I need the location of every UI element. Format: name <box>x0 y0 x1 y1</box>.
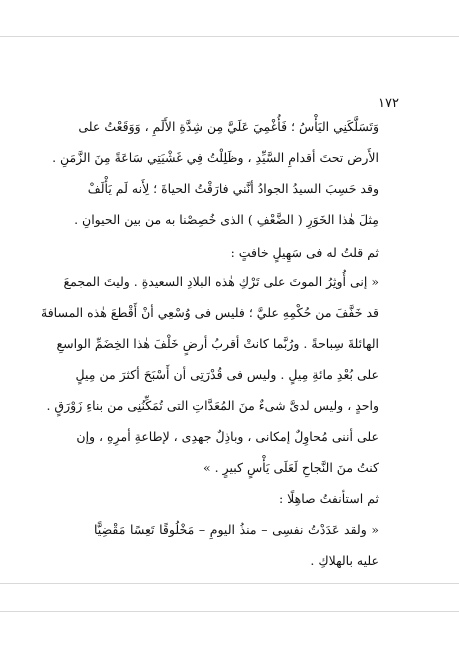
bottom-divider-2 <box>0 611 459 612</box>
text-line-7: قد خَفَّفَ من حُكْمِهِ عليَّ ؛ فليس فى وُسْعِي أنْ أَقْطعَ هٰذه المسافةَ <box>41 305 379 320</box>
text-line-13: ثم استأنفتُ صاهِلًا : <box>278 491 379 506</box>
body-text <box>41 0 379 650</box>
text-line-11: على أننى مُحاوِلٌ إمكانى ، وباذِلٌ جهدِى ، لإطاعةِ أمرِهِ ، وإن <box>76 429 379 444</box>
text-line-10: واحدٍ ، وليس لدىَّ شىءٌ منَ المُعَدَّاتِ التى تُمَكِّنُنِى من بناءِ زَوْرَقٍ . <box>46 398 379 413</box>
text-line-1: وَتَسَلَّكَنِي اليَأْسُ ؛ فَأُغْمِيَ عَلَيَّ مِن شِدَّةِ الأَلَمِ ، وَوَقَعْتُ على <box>78 119 379 134</box>
text-line-12: كنتُ منَ النَّجاحِ لَعَلَى يَأْسٍ كبيرٍ . » <box>203 460 379 475</box>
page-number: ١٧٢ <box>378 96 399 111</box>
text-line-2: الأَرض تحتَ أقدامِ السَّيِّدِ ، وظَلِلْتُ فِي غَشْيَتِي سَاعَةً مِنَ الزَّمَنِ . <box>52 150 379 165</box>
text-line-3: وقد حَسِبَ السيدُ الجوادُ أنَّني فارَقْتُ الحياةَ ؛ لِأَنه لَم يَأْلَفْ <box>87 181 379 196</box>
text-line-8: الهائلةَ سِباحةً . ورُبَّما كانتْ أقربُ أرضٍ خَلْفَ هٰذا الخِضَمِّ الواسعِ <box>56 336 379 351</box>
text-line-6: « إنى أُوثِرُ الموتَ على تَرْكِ هٰذه البلادِ السعيدةِ . وليتَ المجمعَ <box>63 274 379 289</box>
text-line-14: « ولقد عَدَدْتُ نفسِى – منذُ اليومِ – مَخْلُوقًا تَعِسًا مَقْضِيًّا <box>94 522 379 537</box>
text-line-15: عليه بالهلاكِ . <box>310 553 379 568</box>
bottom-divider-1 <box>0 583 459 584</box>
text-line-4: مِثلَ هٰذا الخَوَرِ ( الضَّعْفِ ) الذى خُصِصْنا به من بين الحيوانِ . <box>74 212 379 227</box>
text-line-5: ثم قلتُ له فى سَهِيلٍ خافتٍ : <box>230 245 379 260</box>
text-line-9: على بُعْدِ مائةِ مِيلٍ . وليس فى قُدْرَتِى أن أَسْبَحَ أكثرَ من مِيلٍ <box>75 367 379 382</box>
